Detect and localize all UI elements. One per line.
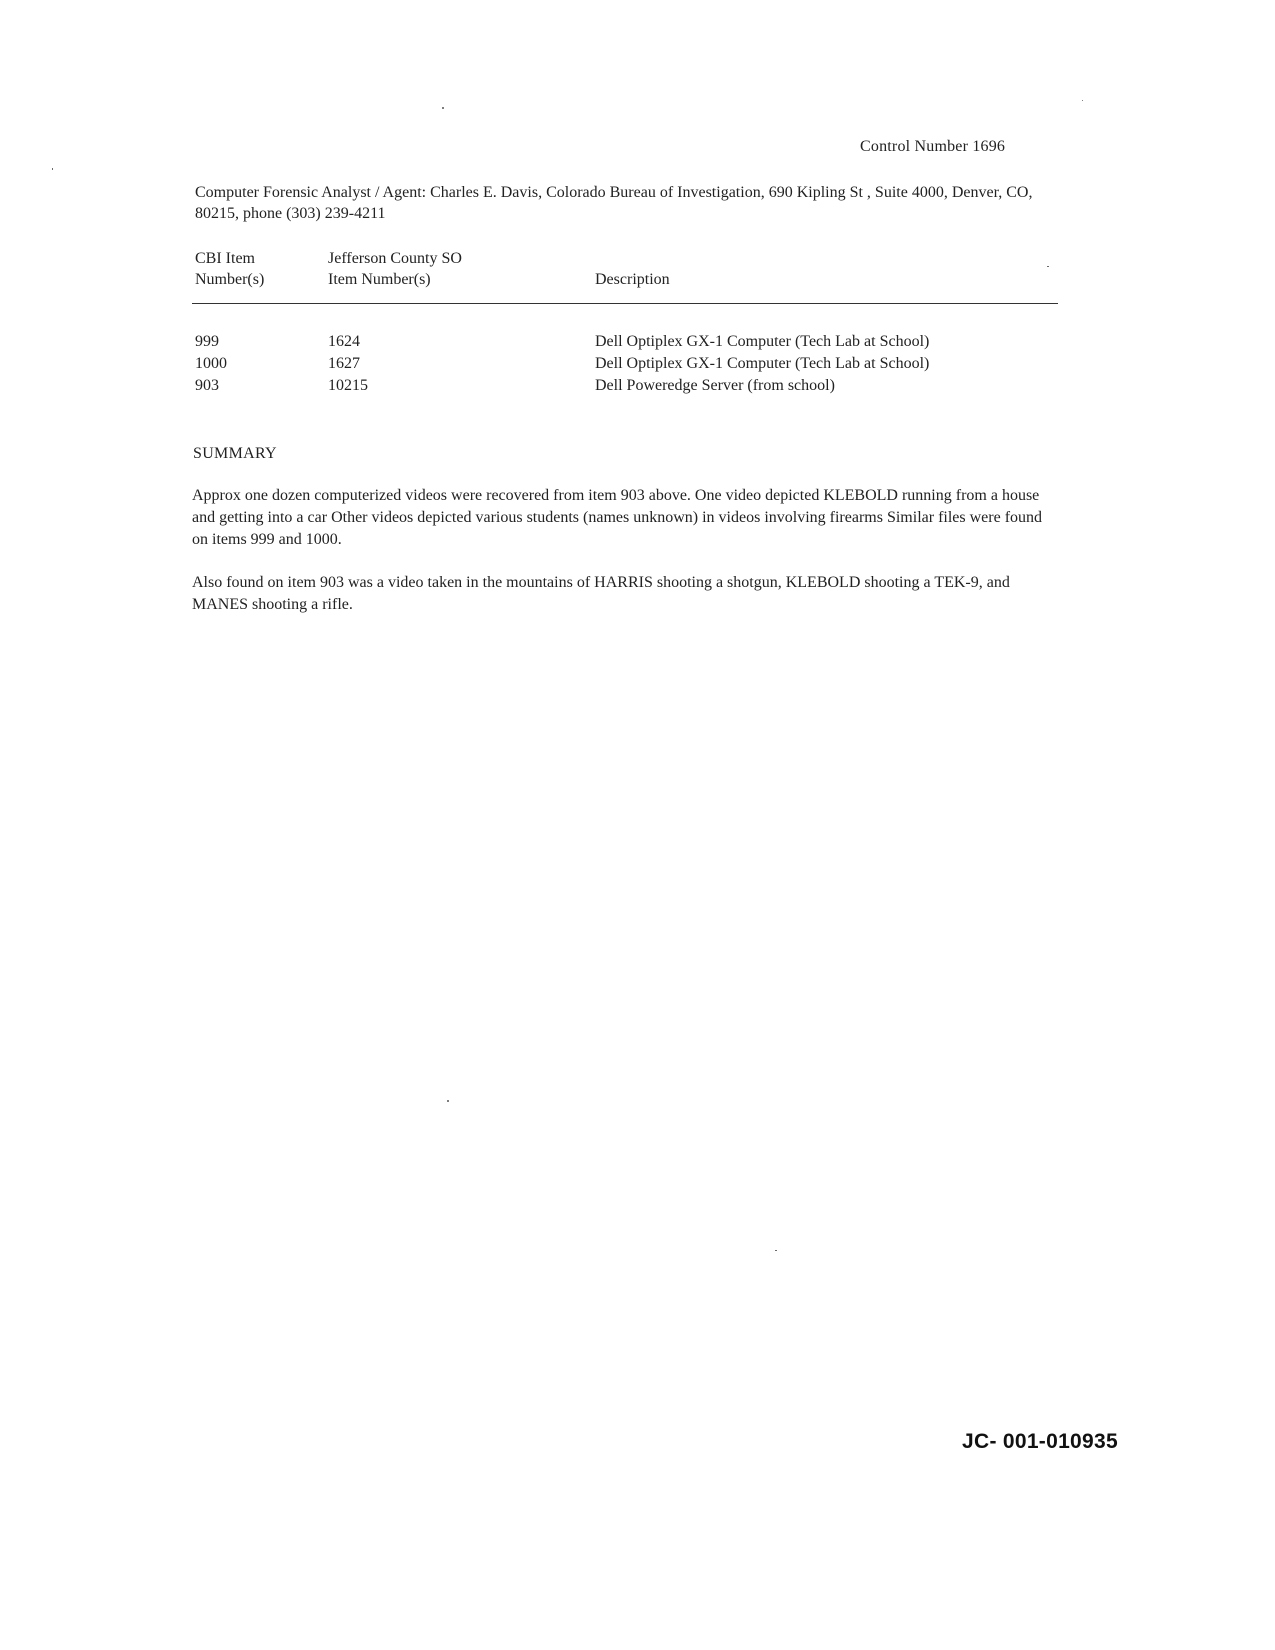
summary-paragraph-2: Also found on item 903 was a video taken in the mountains of HARRIS shooting a shotgun, KLEBOLD shooting a TEK-9, and MANES shooting a rifle. [192, 574, 1010, 613]
scan-speck [1082, 100, 1083, 101]
header-cbi-line1: CBI Item [195, 250, 255, 267]
cbi-item-number: 999 [195, 333, 219, 350]
table-header-rule [192, 303, 1058, 304]
header-jcso-item [328, 248, 548, 290]
item-description: Dell Poweredge Server (from school) [595, 377, 835, 394]
bates-number: JC- 001-010935 [962, 1430, 1118, 1453]
table-row [0, 353, 1275, 374]
summary-paragraph-1: Approx one dozen computerized videos were recovered from item 903 above. One video depicted KLEBOLD running from a house and getting into a car Other videos depicted various students (names unknown) in videos involving firearms Similar files were found on items 999 and 1000. [192, 487, 1043, 548]
jcso-item-number: 10215 [328, 377, 368, 394]
scan-speck [52, 168, 53, 170]
cbi-item-number: 903 [195, 377, 219, 394]
scan-speck [1047, 266, 1049, 267]
item-description: Dell Optiplex GX-1 Computer (Tech Lab at School) [595, 355, 930, 372]
item-description: Dell Optiplex GX-1 Computer (Tech Lab at School) [595, 333, 930, 350]
cbi-item-number: 1000 [195, 355, 227, 372]
jcso-item-number: 1627 [328, 355, 360, 372]
header-cbi-item [195, 248, 315, 290]
scan-speck [442, 107, 444, 109]
analyst-info: Computer Forensic Analyst / Agent: Charles E. Davis, Colorado Bureau of Investigation, 690 Kipling St , Suite 4000, Denver, CO, 80215, phone (303) 239-4211 [195, 184, 1033, 222]
header-jcso-line1: Jefferson County SO [328, 250, 462, 267]
table-row [0, 331, 1275, 352]
summary-heading: SUMMARY [193, 445, 277, 462]
table-row [0, 375, 1275, 396]
scan-speck [447, 1100, 449, 1102]
scan-speck [775, 1250, 777, 1251]
header-description: Description [595, 271, 670, 288]
header-jcso-line2: Item Number(s) [328, 271, 431, 288]
control-number: Control Number 1696 [860, 138, 1006, 155]
header-cbi-line2: Number(s) [195, 271, 265, 288]
jcso-item-number: 1624 [328, 333, 360, 350]
